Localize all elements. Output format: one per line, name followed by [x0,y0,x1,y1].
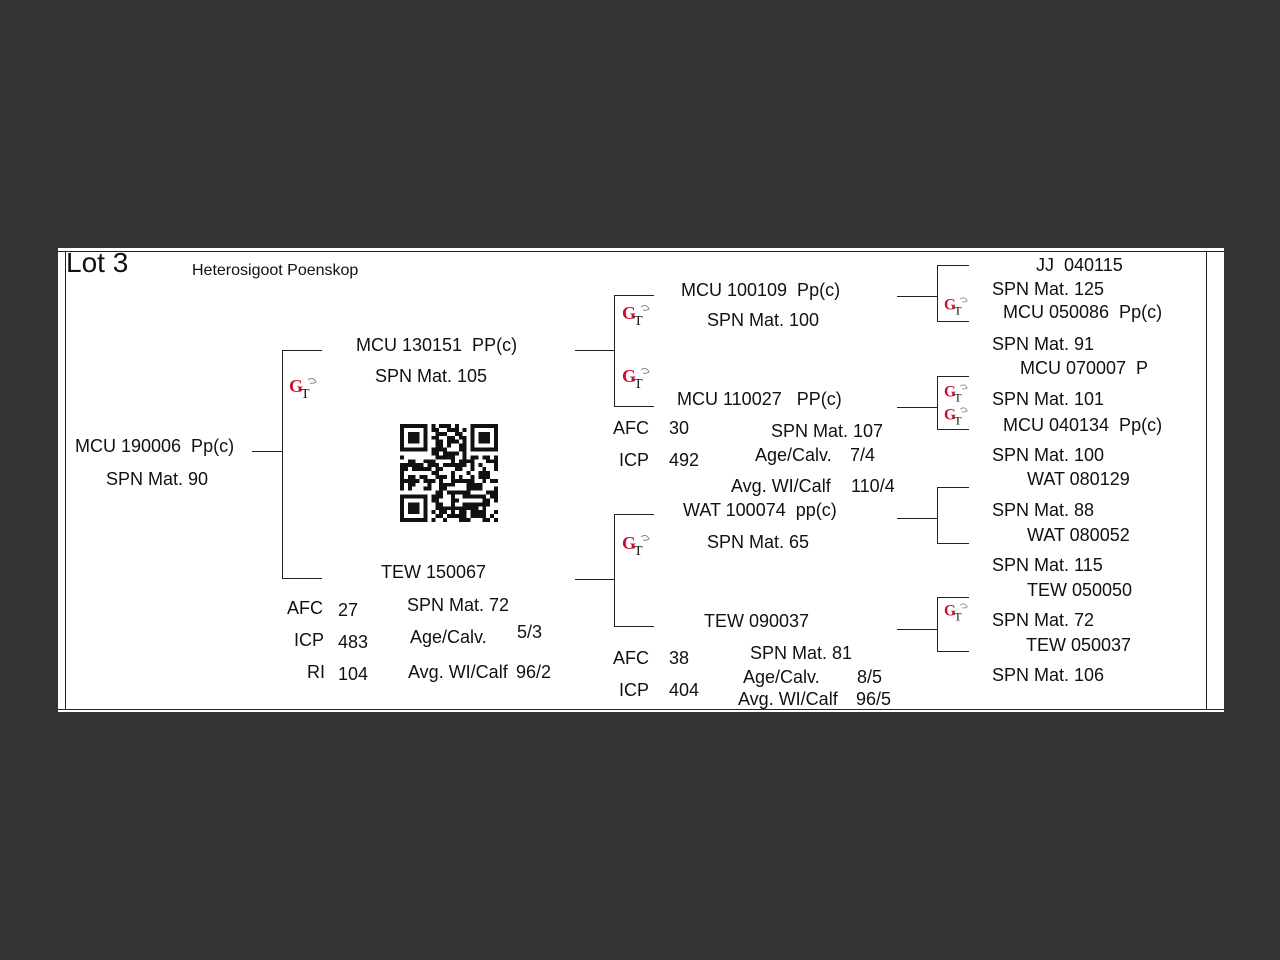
dam-ri-value: 104 [338,664,369,684]
dd-connector [614,626,654,627]
dd-afc-label: AFC [613,648,649,668]
animal-spn: SPN Mat. 90 [106,469,209,489]
gen2-upper-bracket [614,295,615,407]
gt-logo-icon [621,301,651,329]
gen3-spn: SPN Mat. 72 [992,610,1095,630]
sd-afc-label: AFC [613,418,649,438]
sd-avg-wi-label: Avg. WI/Calf [731,476,831,496]
sd-id: MCU 110027 PP(c) [677,389,842,409]
svg-text:G: G [944,406,956,424]
gen3-id: MCU 050086 Pp(c) [1003,302,1163,322]
gt-logo-icon [288,374,318,402]
sire-connector [282,350,322,351]
sd-out-connector [897,407,938,408]
gt-logo-icon [943,600,969,624]
ds-out-connector [897,518,938,519]
dd-out-connector [897,629,938,630]
sire-out-connector [575,350,615,351]
dd-avg-wi-label: Avg. WI/Calf [738,689,838,709]
dam-icp-label: ICP [294,630,325,650]
gen3-connector-1 [937,265,969,266]
gen3-id: WAT 080052 [1027,525,1130,545]
dam-avg-wi-label: Avg. WI/Calf [408,662,508,682]
gen3-bracket-1 [937,265,938,322]
animal-connector [252,451,283,452]
ss-out-connector [897,296,938,297]
lot-subtitle: Heterosigoot Poenskop [192,262,359,279]
sd-avg-wi-value: 110/4 [851,476,895,496]
dam-id: TEW 150067 [381,562,487,582]
gen3-spn: SPN Mat. 106 [992,665,1105,685]
gen3-id: WAT 080129 [1027,469,1130,489]
svg-text:T: T [954,609,962,624]
dd-avg-wi-value: 96/5 [856,689,892,709]
dd-spn: SPN Mat. 81 [750,643,853,663]
gen3-spn: SPN Mat. 125 [992,279,1105,299]
ds-connector [614,514,654,515]
ds-id: WAT 100074 pp(c) [683,500,837,520]
gt-logo-icon [621,364,651,392]
sd-connector [614,406,654,407]
svg-text:T: T [634,314,643,329]
dam-avg-wi-value: 96/2 [516,662,552,682]
svg-text:G: G [622,303,637,323]
svg-text:T: T [301,387,310,402]
svg-text:G: G [944,296,956,314]
sd-spn: SPN Mat. 107 [771,421,884,441]
gen3-spn: SPN Mat. 100 [992,445,1105,465]
gt-logo-icon [943,381,969,405]
gt-logo-icon [621,531,651,559]
ss-connector [614,295,654,296]
gen3-spn: SPN Mat. 115 [992,555,1103,575]
dam-age-calv-label: Age/Calv. [410,627,487,647]
sd-afc-value: 30 [669,418,690,438]
gen3-bracket-4 [937,597,938,652]
lot-title: Lot 3 [66,247,129,278]
gen3-id: JJ 040115 [1036,255,1123,275]
dd-id: TEW 090037 [704,611,810,631]
svg-text:T: T [634,377,643,392]
qr-code-icon [400,424,498,522]
svg-text:G: G [289,376,304,396]
dam-age-calv-value: 5/3 [517,622,543,642]
dd-age-calv-value: 8/5 [857,667,883,687]
gen3-connector-6 [937,543,969,544]
dam-spn: SPN Mat. 72 [407,595,510,615]
sd-icp-value: 492 [669,450,700,470]
gen3-connector-2 [937,321,969,322]
gen3-connector-4 [937,429,969,430]
dd-icp-label: ICP [619,680,650,700]
svg-text:G: G [622,533,637,553]
svg-text:T: T [954,303,962,318]
svg-text:T: T [954,413,962,428]
sd-age-calv-label: Age/Calv. [755,445,832,465]
dd-afc-value: 38 [669,648,690,668]
sire-id: MCU 130151 PP(c) [356,335,518,355]
sd-icp-label: ICP [619,450,650,470]
svg-text:T: T [634,544,643,559]
gen3-bracket-3 [937,487,938,544]
svg-text:G: G [944,383,956,401]
gt-logo-icon [943,294,969,318]
gt-logo-icon [943,404,969,428]
dam-ri-label: RI [307,662,325,682]
dam-icp-value: 483 [338,632,369,652]
dd-icp-value: 404 [669,680,700,700]
sd-age-calv-value: 7/4 [850,445,876,465]
gen1-bracket [282,350,283,579]
gen3-connector-3 [937,376,969,377]
dam-connector [282,578,322,579]
svg-text:T: T [954,390,962,405]
dd-age-calv-label: Age/Calv. [743,667,820,687]
gen3-spn: SPN Mat. 91 [992,334,1095,354]
ds-spn: SPN Mat. 65 [707,532,810,552]
gen3-id: MCU 040134 Pp(c) [1003,415,1163,435]
gen3-bracket-2 [937,376,938,430]
dam-afc-value: 27 [338,600,359,620]
gen3-connector-8 [937,651,969,652]
animal-id: MCU 190006 Pp(c) [75,436,235,456]
svg-text:G: G [944,602,956,620]
dam-out-connector [575,579,615,580]
gen3-id: TEW 050050 [1027,580,1133,600]
gen3-id: TEW 050037 [1026,635,1132,655]
gen2-lower-bracket [614,514,615,627]
svg-text:G: G [622,366,637,386]
frame-bottom-line [58,709,1224,710]
ss-id: MCU 100109 Pp(c) [681,280,841,300]
gen3-spn: SPN Mat. 101 [992,389,1105,409]
gen3-connector-7 [937,597,969,598]
ss-spn: SPN Mat. 100 [707,310,820,330]
dam-afc-label: AFC [287,598,323,618]
sire-spn: SPN Mat. 105 [375,366,488,386]
frame-top-line [58,251,1224,252]
gen3-id: MCU 070007 P [1020,358,1149,378]
gen3-spn: SPN Mat. 88 [992,500,1095,520]
gen3-connector-5 [937,487,969,488]
